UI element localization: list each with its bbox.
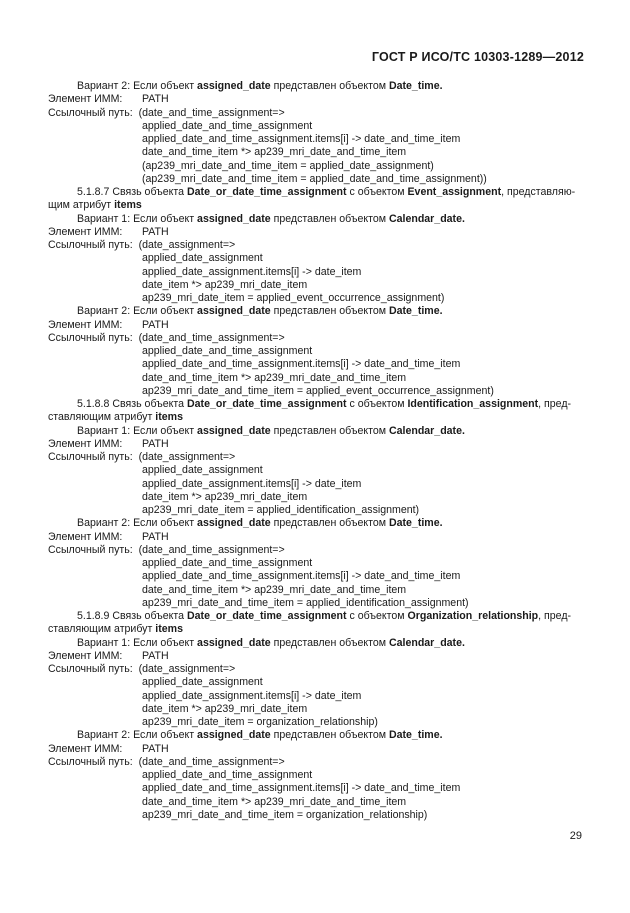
variant-line — [48, 80, 584, 93]
text-run: Вариант 2: Если объект — [77, 80, 198, 92]
field-label: Ссылочный путь: — [48, 663, 133, 675]
text-run: представлен объектом — [270, 212, 389, 225]
path-line: applied_date_assignment.items[i] -> date_item — [142, 265, 362, 278]
text-line — [48, 199, 584, 212]
section-heading — [48, 398, 584, 411]
text-run: Вариант 1: Если объект — [77, 636, 198, 649]
path-line: ap239_mri_date_and_time_item = applied_event_occurrence_assignment) — [142, 384, 494, 397]
path-line: applied_date_and_time_assignment — [142, 769, 313, 781]
label-line — [48, 93, 584, 106]
text-run: 5.1.8.9 Связь объекта — [77, 610, 187, 622]
bold-term: assigned_date — [197, 729, 271, 742]
bold-term: assigned_date — [197, 80, 271, 92]
page-number: 29 — [569, 830, 582, 842]
bold-term: Organization_relationship — [407, 610, 539, 622]
bold-term: items — [155, 411, 183, 424]
path-line: (ap239_mri_date_and_time_item = applied_date_and_time_assignment)) — [142, 172, 487, 185]
path-line: applied_date_and_time_assignment.items[i] -> date_and_time_item — [142, 782, 461, 795]
field-label: Ссылочный путь: — [48, 543, 133, 556]
label-line — [48, 438, 584, 451]
text-run: , пред- — [538, 610, 572, 622]
variant-line — [48, 517, 584, 530]
path-line: ap239_mri_date_and_time_item = organization_relationship) — [142, 808, 428, 821]
variant-line — [48, 637, 584, 650]
path-line: applied_date_and_time_assignment — [142, 119, 313, 132]
field-value: PATH — [142, 225, 169, 238]
field-label: Элемент ИММ: — [48, 742, 123, 755]
path-line: (ap239_mri_date_and_time_item = applied_date_assignment) — [142, 159, 434, 172]
field-label: Элемент ИММ: — [48, 437, 123, 450]
path-line: date_item *> ap239_mri_date_item — [142, 702, 308, 715]
text-run: представлен объектом — [270, 636, 389, 649]
text-run: с объектом — [346, 186, 408, 198]
field-value: (date_and_time_assignment=> — [138, 543, 285, 556]
document-body — [48, 80, 584, 822]
label-line — [48, 663, 584, 676]
field-value: PATH — [142, 649, 169, 662]
text-run: представлен объектом — [270, 305, 389, 318]
bold-term: Calendar_date. — [388, 636, 465, 649]
label-line — [48, 332, 584, 345]
text-run: щим атрибут — [48, 199, 115, 212]
text-run: с объектом — [346, 398, 408, 410]
label-line — [48, 451, 584, 464]
field-label: Ссылочный путь: — [48, 106, 133, 119]
path-line: date_and_time_item *> ap239_mri_date_and_time_item — [142, 583, 407, 596]
bold-term: assigned_date — [197, 517, 271, 530]
bold-term: items — [114, 199, 142, 212]
path-line: applied_date_and_time_assignment — [142, 345, 313, 357]
field-value: (date_assignment=> — [138, 239, 236, 251]
path-line: date_and_time_item *> ap239_mri_date_and_time_item — [142, 371, 407, 384]
text-run: , представляю- — [501, 186, 576, 198]
section-heading — [48, 610, 584, 623]
path-line: applied_date_and_time_assignment.items[i] -> date_and_time_item — [142, 358, 461, 371]
path-line: applied_date_assignment — [142, 252, 263, 265]
bold-term: assigned_date — [197, 424, 271, 437]
label-line — [48, 544, 584, 557]
bold-term: Date_time. — [388, 729, 443, 742]
text-run: Вариант 2: Если объект — [77, 729, 198, 742]
text-run: Вариант 2: Если объект — [77, 305, 198, 318]
field-label: Ссылочный путь: — [48, 755, 133, 768]
text-line — [48, 411, 584, 424]
field-label: Элемент ИММ: — [48, 530, 123, 543]
bold-term: Date_time. — [388, 517, 443, 530]
text-run: Вариант 1: Если объект — [77, 424, 198, 437]
variant-line — [48, 729, 584, 742]
bold-term: Date_or_date_time_assignment — [187, 186, 347, 198]
label-line — [48, 743, 584, 756]
text-run: ставляющим атрибут — [48, 623, 156, 636]
path-line: date_and_time_item *> ap239_mri_date_and_time_item — [142, 795, 407, 808]
text-run: с объектом — [346, 610, 408, 622]
bold-term: Date_time. — [388, 305, 443, 318]
field-value: PATH — [142, 530, 169, 543]
text-run: Вариант 2: Если объект — [77, 517, 198, 530]
text-run: , пред- — [538, 398, 572, 410]
section-heading — [48, 186, 584, 199]
bold-term: items — [155, 623, 183, 636]
bold-term: Calendar_date. — [388, 212, 465, 225]
text-run: представлен объектом — [270, 80, 389, 92]
path-line: applied_date_and_time_assignment — [142, 557, 313, 569]
path-line: ap239_mri_date_item = organization_relationship) — [142, 716, 378, 728]
path-line: date_item *> ap239_mri_date_item — [142, 490, 308, 503]
field-value: (date_assignment=> — [138, 451, 236, 463]
label-line — [48, 239, 584, 252]
bold-term: Event_assignment — [407, 186, 502, 198]
path-line: applied_date_and_time_assignment.items[i] -> date_and_time_item — [142, 570, 461, 583]
bold-term: assigned_date — [197, 212, 271, 225]
field-label: Элемент ИММ: — [48, 93, 123, 106]
field-value: PATH — [142, 742, 169, 755]
bold-term: Identification_assignment — [407, 398, 539, 410]
text-run: 5.1.8.8 Связь объекта — [77, 398, 187, 410]
bold-term: Calendar_date. — [388, 424, 465, 437]
label-line — [48, 319, 584, 332]
field-value: (date_and_time_assignment=> — [138, 755, 285, 768]
label-line — [48, 756, 584, 769]
label-line — [48, 650, 584, 663]
bold-term: assigned_date — [197, 636, 271, 649]
text-run: представлен объектом — [270, 729, 389, 742]
label-line — [48, 107, 584, 120]
path-line: ap239_mri_date_item = applied_event_occurrence_assignment) — [142, 292, 445, 304]
field-value: (date_and_time_assignment=> — [138, 331, 285, 344]
field-value: PATH — [142, 318, 169, 331]
field-label: Ссылочный путь: — [48, 451, 133, 463]
bold-term: assigned_date — [197, 305, 271, 318]
path-line: date_item *> ap239_mri_date_item — [142, 278, 308, 291]
field-value: (date_assignment=> — [138, 663, 236, 675]
text-run: Вариант 1: Если объект — [77, 212, 198, 225]
bold-term: Date_time. — [388, 80, 443, 92]
path-line: ap239_mri_date_item = applied_identification_assignment) — [142, 504, 420, 516]
label-line — [48, 531, 584, 544]
field-value: (date_and_time_assignment=> — [138, 106, 285, 119]
path-line: applied_date_assignment.items[i] -> date_item — [142, 477, 362, 490]
path-line: ap239_mri_date_and_time_item = applied_identification_assignment) — [142, 596, 469, 609]
field-label: Элемент ИММ: — [48, 225, 123, 238]
field-label: Ссылочный путь: — [48, 239, 133, 251]
text-run: представлен объектом — [270, 424, 389, 437]
bold-term: Date_or_date_time_assignment — [187, 398, 347, 410]
label-line — [48, 226, 584, 239]
path-line: applied_date_assignment — [142, 676, 263, 689]
text-run: ставляющим атрибут — [48, 411, 156, 424]
path-line: applied_date_assignment — [142, 464, 263, 477]
field-label: Ссылочный путь: — [48, 331, 133, 344]
field-label: Элемент ИММ: — [48, 649, 123, 662]
path-line: date_and_time_item *> ap239_mri_date_and_time_item — [142, 146, 407, 159]
variant-line — [48, 213, 584, 226]
field-value: PATH — [142, 437, 169, 450]
text-run: представлен объектом — [270, 517, 389, 530]
field-value: PATH — [142, 93, 169, 106]
field-label: Элемент ИММ: — [48, 318, 123, 331]
path-line: applied_date_assignment.items[i] -> date_item — [142, 689, 362, 702]
path-line: applied_date_and_time_assignment.items[i] -> date_and_time_item — [142, 133, 461, 145]
text-run: 5.1.8.7 Связь объекта — [77, 186, 187, 198]
bold-term: Date_or_date_time_assignment — [187, 610, 347, 622]
document-header: ГОСТ Р ИСО/ТС 10303-1289—2012 — [371, 50, 584, 64]
variant-line — [48, 425, 584, 438]
text-line — [48, 623, 584, 636]
variant-line — [48, 305, 584, 318]
